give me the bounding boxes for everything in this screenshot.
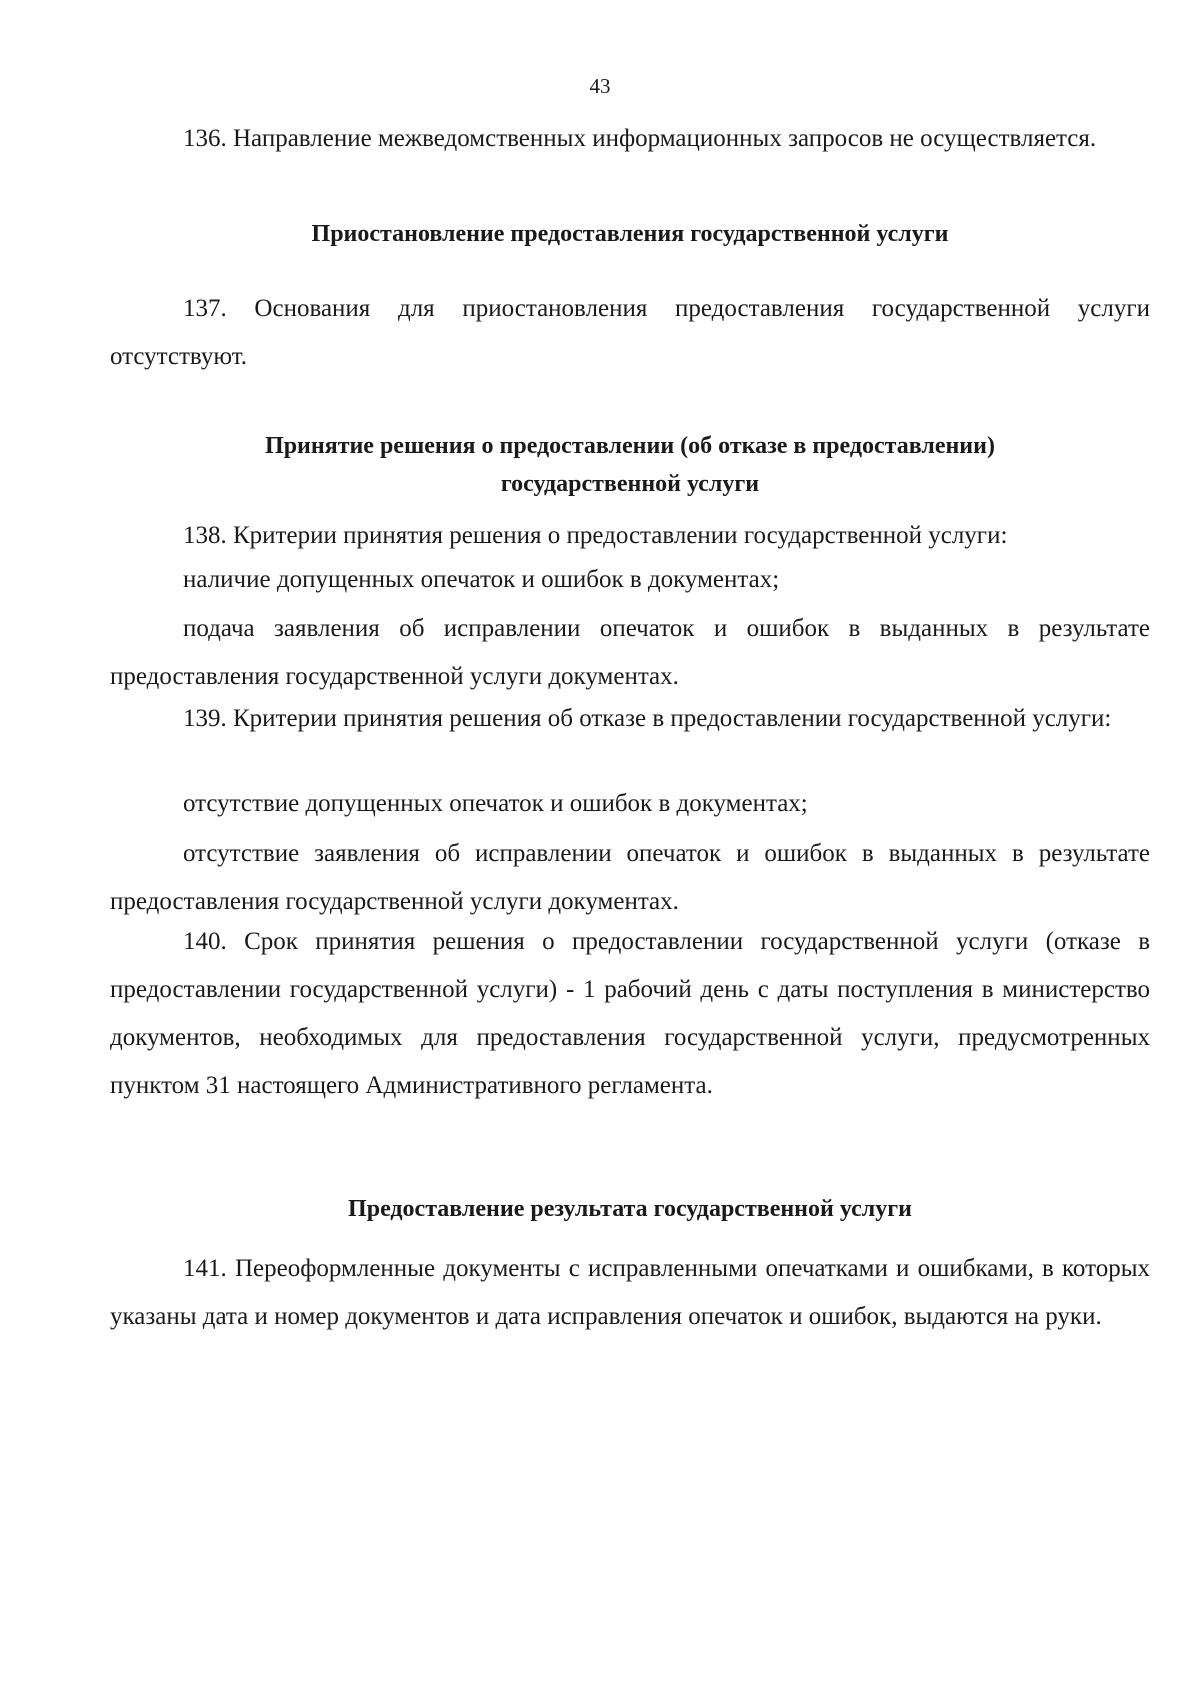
paragraph-136: 136. Направление межведомственных информационных запросов не осуществляется. — [183, 125, 1097, 152]
section-heading-decision-line1: Принятие решения о предоставлении (об отказе в предоставлении) — [265, 433, 995, 459]
paragraph-139-item-2: отсутствие заявления об исправлении опечаток и ошибок в выданных в результате предоставления государственной услуги документах. — [110, 840, 1150, 915]
section-heading-result: Предоставление результата государственной услуги — [348, 1196, 912, 1222]
paragraph-137: 137. Основания для приостановления предоставления государственной услуги отсутствуют. — [110, 295, 1150, 370]
section-heading-suspension: Приостановление предоставления государственной услуги — [311, 221, 949, 247]
paragraph-139: 139. Критерии принятия решения об отказе в предоставлении государственной услуги: — [183, 705, 1112, 732]
paragraph-139-item-1: отсутствие допущенных опечаток и ошибок в документах; — [183, 790, 808, 817]
paragraph-141: 141. Переоформленные документы с исправленными опечатками и ошибками, в которых указаны дата и номер документов и дата исправления опечаток и ошибок, выдаются на руки. — [110, 1255, 1150, 1330]
section-heading-decision-line2: государственной услуги — [500, 471, 760, 497]
page-number: 43 — [589, 74, 611, 98]
paragraph-138: 138. Критерии принятия решения о предоставлении государственной услуги: — [183, 522, 1008, 549]
paragraph-140: 140. Срок принятия решения о предоставлении государственной услуги (отказе в предоставлении государственной услуги) - 1 рабочий день с даты поступления в министерство документов, необходимых для предоставления государственной услуги, предусмотренных пунктом 31 настоящего Административного регламента. — [110, 928, 1150, 1099]
paragraph-138-item-2: подача заявления об исправлении опечаток и ошибок в выданных в результате предоставления государственной услуги документах. — [110, 615, 1150, 690]
paragraph-138-item-1: наличие допущенных опечаток и ошибок в документах; — [183, 566, 780, 593]
